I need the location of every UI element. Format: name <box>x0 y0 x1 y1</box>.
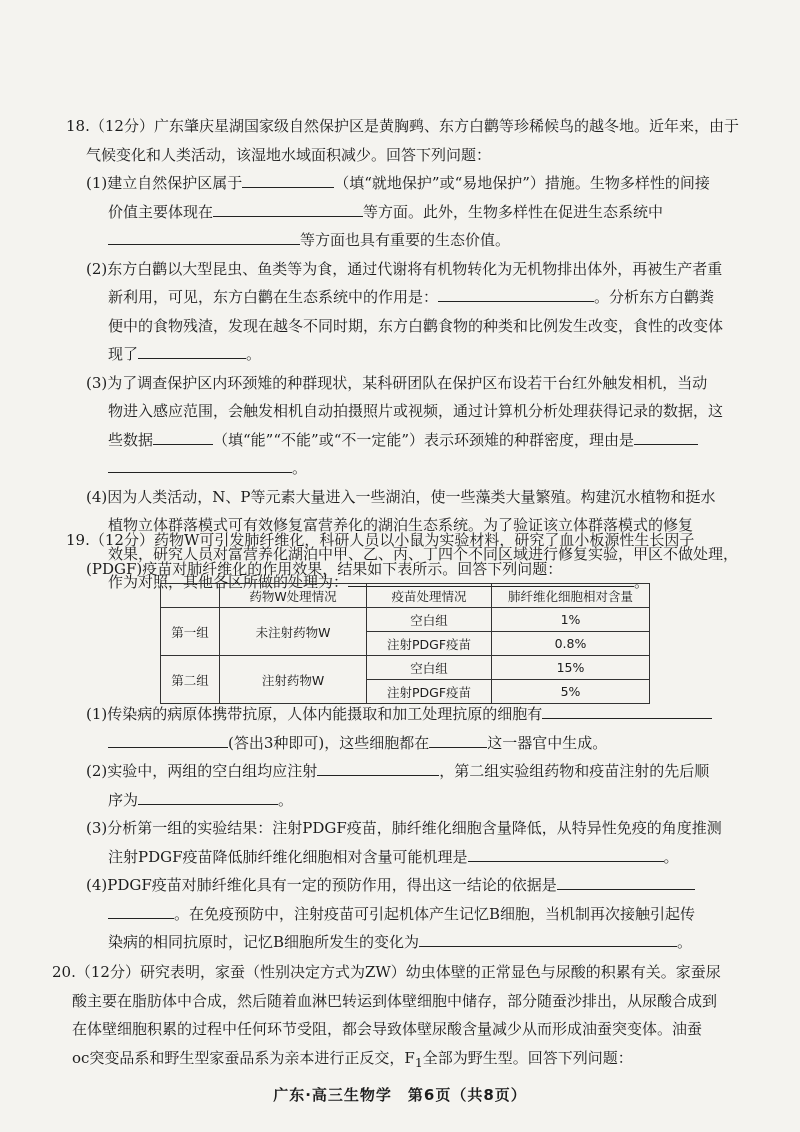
q19-blank-8[interactable] <box>108 901 174 919</box>
q18-blank-1[interactable] <box>242 170 334 188</box>
q19-part1-cont: (答出3种即可)，这些细胞都在 这一器官中生成。 <box>66 729 740 758</box>
q18-blank-3[interactable] <box>108 227 300 245</box>
vaccine-cell: 空白组 <box>367 656 492 680</box>
q19-blank-6[interactable] <box>468 844 664 862</box>
q18-blank-7[interactable] <box>634 427 698 445</box>
q18-part2-end: 现了 。 <box>66 340 740 369</box>
page-footer: 广东·高三生物学 第6页（共8页） <box>273 1086 527 1104</box>
content-cell: 5% <box>492 680 650 704</box>
table-row <box>161 608 650 632</box>
table-header-cell <box>161 584 220 608</box>
q18-blank-4[interactable] <box>438 284 594 302</box>
q18-part4: (4)因为人类活动，N、P等元素大量进入一些湖泊，使一些藻类大量繁殖。构建沉水植物和挺水 <box>86 487 716 506</box>
q19-part4-end: 染病的相同抗原时，记忆B细胞所发生的变化为 。 <box>66 928 740 957</box>
q19-blank-4[interactable] <box>317 758 439 776</box>
q19-head: 19.（12分）药物W可引发肺纤维化，科研人员以小鼠为实验材料，研究了血小板源性生长因子 <box>66 531 695 549</box>
q19-blank-1[interactable] <box>542 701 712 719</box>
question-19-parts <box>66 700 740 957</box>
results-table <box>160 583 650 704</box>
q18-part4-end: 作为对照，其他各区所做的处理为： 。 <box>66 568 740 597</box>
q18-part2: (2)东方白鹳以大型昆虫、鱼类等为食，通过代谢将有机物转化为无机物排出体外，再被生产者重 <box>86 259 723 278</box>
q18-part1-cont: 价值主要体现在 等方面。此外，生物多样性在促进生态系统中 <box>66 198 740 227</box>
group-name-cell: 第一组 <box>161 608 220 656</box>
drug-cell: 未注射药物W <box>220 608 367 656</box>
q19-blank-5[interactable] <box>138 787 278 805</box>
q19-part4-cont: 。在免疫预防中，注射疫苗可引起机体产生记忆B细胞，当机制再次接触引起传 <box>66 900 740 929</box>
q18-part3-cont2: 些数据 （填“能”“不能”或“不一定能”）表示环颈雉的种群密度，理由是 <box>66 426 740 455</box>
f1-subscript: 1 <box>414 1054 423 1070</box>
q18-part2-cont2: 便中的食物残渣，发现在越冬不同时期，东方白鹳食物的种类和比例发生改变，食性的改变体 <box>108 316 724 335</box>
q18-blank-5[interactable] <box>138 341 246 359</box>
q18-part4-cont2: 效果，研究人员对富营养化湖泊中甲、乙、丙、丁四个不同区域进行修复实验，甲区不做处理， <box>108 544 739 563</box>
question-18 <box>66 112 740 597</box>
q20-line3: 在体壁细胞积累的过程中任何环节受阻，都会导致体壁尿酸含量减少从而形成油蚕突变体。油蚕 <box>72 1020 703 1038</box>
q19-blank-7[interactable] <box>557 872 695 890</box>
content-cell: 0.8% <box>492 632 650 656</box>
q19-head2: (PDGF)疫苗对肺纤维化的作用效果，结果如下表所示。回答下列问题： <box>86 559 563 578</box>
q19-part4: (4)PDGF疫苗对肺纤维化具有一定的预防作用，得出这一结论的依据是 <box>66 871 740 900</box>
content-cell: 15% <box>492 656 650 680</box>
q19-part2-end: 序为 。 <box>66 786 740 815</box>
q18-part1-end: 等方面也具有重要的生态价值。 <box>66 226 740 255</box>
q19-part2: (2)实验中，两组的空白组均应注射 ，第二组实验组药物和疫苗注射的先后顺 <box>66 757 740 786</box>
content-cell: 1% <box>492 608 650 632</box>
table-header-cell: 疫苗处理情况 <box>367 584 492 608</box>
group-name-cell: 第二组 <box>161 656 220 704</box>
q19-blank-2[interactable] <box>108 730 228 748</box>
table-header-row <box>161 584 650 608</box>
table-row <box>161 656 650 680</box>
vaccine-cell: 注射PDGF疫苗 <box>367 680 492 704</box>
vaccine-cell: 注射PDGF疫苗 <box>367 632 492 656</box>
vaccine-cell: 空白组 <box>367 608 492 632</box>
q18-part3-end: 。 <box>66 454 740 483</box>
q19-part1: (1)传染病的病原体携带抗原，人体内能摄取和加工处理抗原的细胞有 <box>66 700 740 729</box>
q19-blank-3[interactable] <box>429 730 487 748</box>
q20-line4: oc突变品系和野生型家蚕品系为亲本进行正反交，$F_1$全部为野生型。回答下列问题： <box>72 1048 633 1070</box>
q19-part3: (3)分析第一组的实验结果：注射PDGF疫苗，肺纤维化细胞含量降低，从特异性免疫的角度推测 <box>86 819 722 837</box>
drug-cell: 注射药物W <box>220 656 367 704</box>
q18-head2: 气候变化和人类活动，该湿地水域面积减少。回答下列问题： <box>86 145 492 164</box>
question-20 <box>52 958 742 1077</box>
q19-blank-9[interactable] <box>419 929 677 947</box>
q18-part3: (3)为了调查保护区内环颈雉的种群现状，某科研团队在保护区布设若干台红外触发相机，当动 <box>86 373 708 392</box>
q19-part3-end: 注射PDGF疫苗降低肺纤维化细胞相对含量可能机理是 。 <box>66 843 740 872</box>
q18-head: 18.（12分）广东肇庆星湖国家级自然保护区是黄胸鹀、东方白鹳等珍稀候鸟的越冬地。近年来，由于 <box>66 117 739 135</box>
table-header-cell: 肺纤维化细胞相对含量 <box>492 584 650 608</box>
table-header-cell: 药物W处理情况 <box>220 584 367 608</box>
question-19 <box>66 526 740 583</box>
q20-head: 20.（12分）研究表明，家蚕（性别决定方式为ZW）幼虫体壁的正常显色与尿酸的积累有关。家蚕尿 <box>52 963 721 981</box>
q18-part4-cont: 植物立体群落模式可有效修复富营养化的湖泊生态系统。为了验证该立体群落模式的修复 <box>108 516 694 534</box>
q18-part1: (1)建立自然保护区属于 （填“就地保护”或“易地保护”）措施。生物多样性的间接 <box>66 169 740 198</box>
q18-part2-cont: 新利用，可见，东方白鹳在生态系统中的作用是： 。分析东方白鹳粪 <box>66 283 740 312</box>
q18-blank-2[interactable] <box>213 199 363 217</box>
q18-blank-8[interactable] <box>108 455 292 473</box>
q18-part3-cont: 物进入感应范围，会触发相机自动拍摄照片或视频，通过计算机分析处理获得记录的数据，这 <box>108 402 724 420</box>
q20-line2: 酸主要在脂肪体中合成，然后随着血淋巴转运到体壁细胞中储存，部分随蚕沙排出，从尿酸合成到 <box>72 991 718 1010</box>
q18-blank-6[interactable] <box>153 427 213 445</box>
